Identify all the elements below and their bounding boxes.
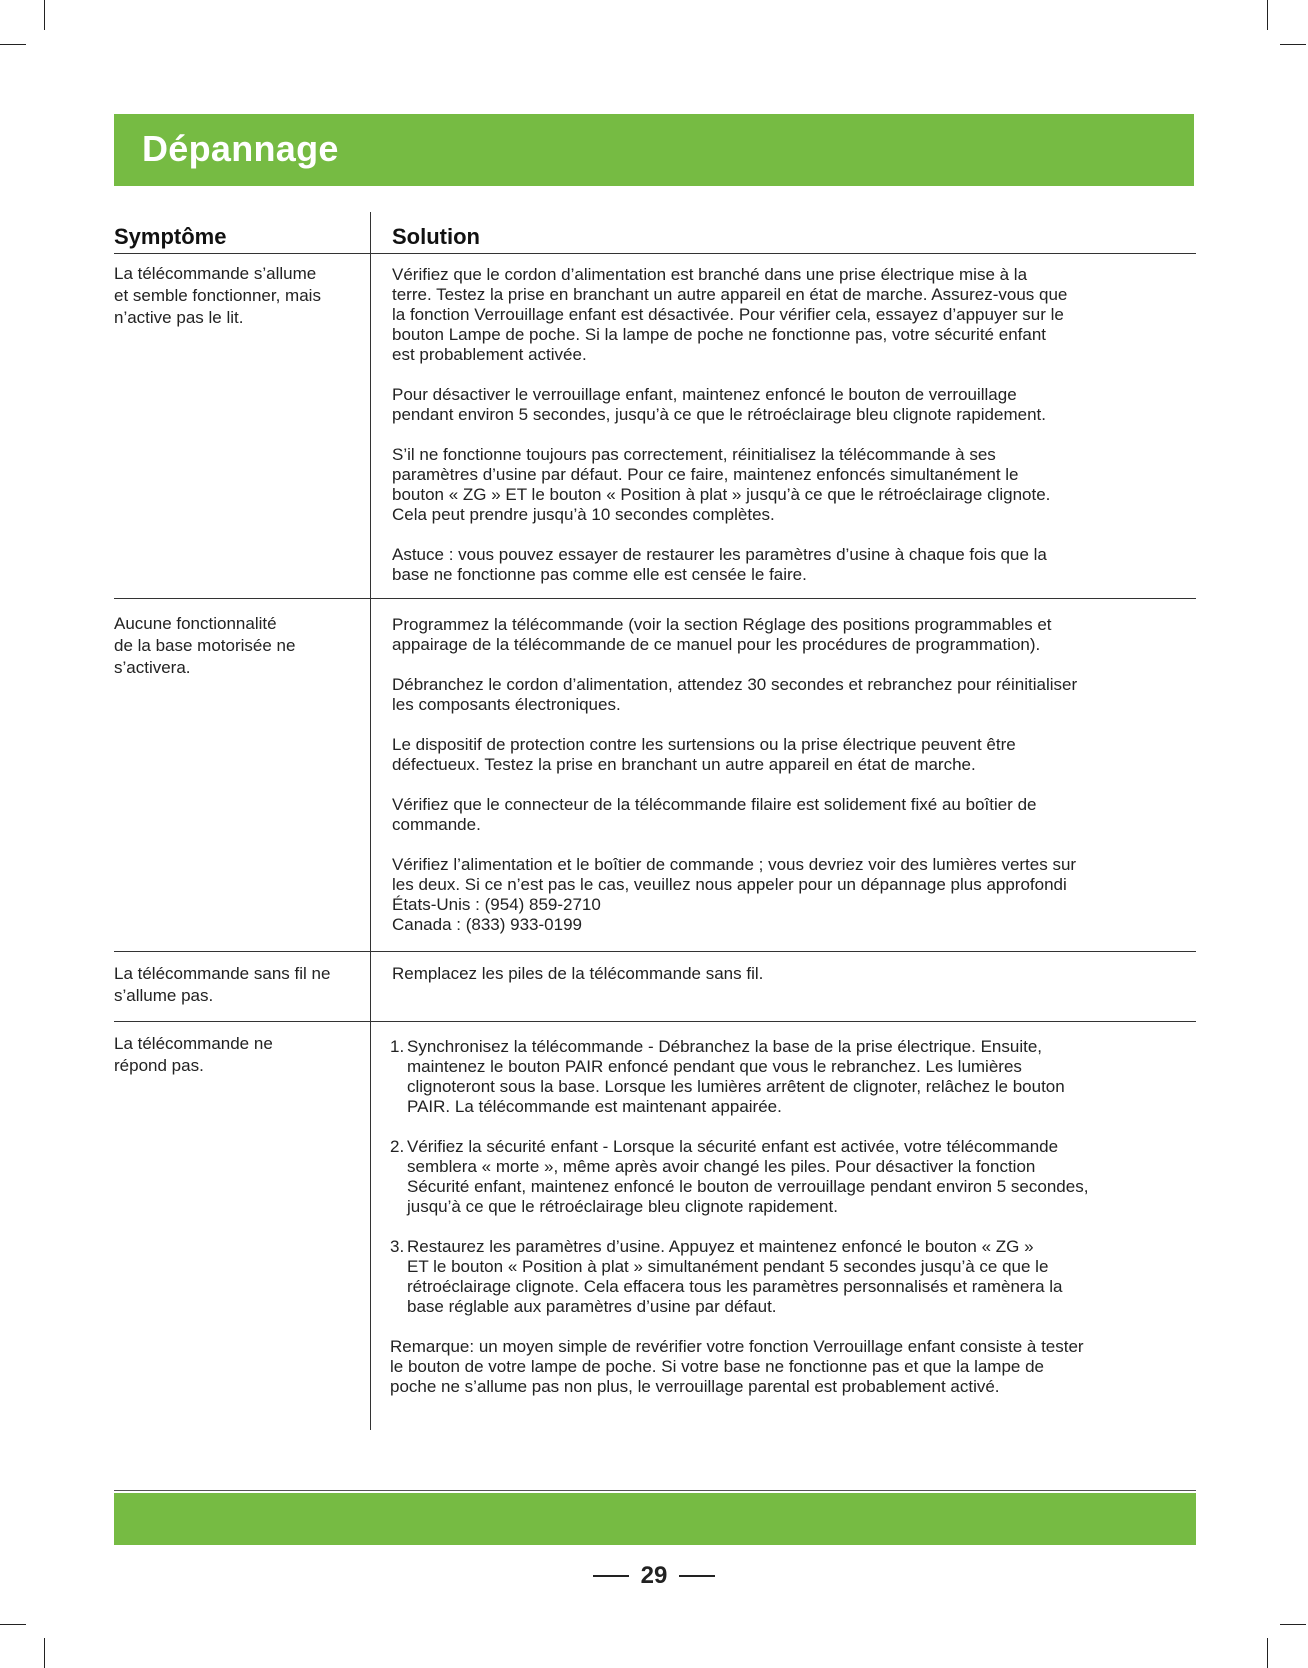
solution-paragraph xyxy=(392,964,1192,984)
text-line: est probablement activée. xyxy=(392,345,587,364)
text-line: Aucune fonctionnalité xyxy=(114,614,277,633)
step-number: 2. xyxy=(390,1137,405,1156)
text-line: Remarque: un moyen simple de revérifier votre fonction Verrouillage enfant consiste à tester xyxy=(390,1337,1084,1356)
text-line: Débranchez le cordon d’alimentation, attendez 30 secondes et rebranchez pour réinitialiser xyxy=(392,675,1078,694)
row-rule xyxy=(114,598,1196,599)
list-item xyxy=(390,1037,1190,1117)
text-line: Pour désactiver le verrouillage enfant, maintenez enfoncé le bouton de verrouillage xyxy=(392,385,1017,404)
text-line: Vérifiez l’alimentation et le boîtier de commande ; vous devriez voir des lumières vertes sur xyxy=(392,855,1077,874)
text-line: La télécommande ne xyxy=(114,1034,273,1053)
note-paragraph xyxy=(390,1337,1190,1397)
crop-mark xyxy=(0,44,26,45)
text-line: semblera « morte », même après avoir changé les piles. Pour désactiver la fonction xyxy=(407,1157,1036,1176)
text-line: pendant environ 5 secondes, jusqu’à ce que le rétroéclairage bleu clignote rapidement. xyxy=(392,405,1046,424)
text-line: Programmez la télécommande (voir la section Réglage des positions programmables et xyxy=(392,615,1052,634)
text-line: les deux. Si ce n’est pas le cas, veuillez nous appeler pour un dépannage plus approfondi xyxy=(392,875,1067,894)
header-rule xyxy=(114,253,1196,254)
text-line: terre. Testez la prise en branchant un autre appareil en état de marche. Assurez-vous que xyxy=(392,285,1068,304)
text-line: clignoteront sous la base. Lorsque les lumières arrêtent de clignoter, relâchez le bouton xyxy=(407,1077,1065,1096)
page-title: Dépannage xyxy=(142,128,339,169)
solution-paragraph xyxy=(392,445,1192,525)
text-line: S’il ne fonctionne toujours pas correctement, réinitialisez la télécommande à ses xyxy=(392,445,996,464)
text-line: le bouton de votre lampe de poche. Si votre base ne fonctionne pas et que la lampe de xyxy=(390,1357,1045,1376)
text-line: les composants électroniques. xyxy=(392,695,621,714)
solution-paragraph xyxy=(392,795,1192,835)
text-line: Cela peut prendre jusqu’à 10 secondes complètes. xyxy=(392,505,775,524)
text-line: Vérifiez la sécurité enfant - Lorsque la sécurité enfant est activée, votre télécommande xyxy=(407,1137,1059,1156)
text-line: La télécommande sans fil ne xyxy=(114,964,331,983)
text-line: n’active pas le lit. xyxy=(114,308,244,327)
solution-paragraph xyxy=(392,675,1192,715)
page-number-dash xyxy=(593,1575,629,1577)
solution-paragraph xyxy=(392,615,1192,655)
text-line: de la base motorisée ne xyxy=(114,636,296,655)
column-header-solution: Solution xyxy=(392,224,480,249)
symptom-cell xyxy=(114,613,364,679)
crop-mark xyxy=(1267,0,1268,30)
text-line: Remplacez les piles de la télécommande sans fil. xyxy=(392,964,764,983)
text-line: Sécurité enfant, maintenez enfoncé le bouton de verrouillage pendant environ 5 secondes, xyxy=(407,1177,1089,1196)
text-line: La télécommande s’allume xyxy=(114,264,317,283)
text-line: PAIR. La télécommande est maintenant appairée. xyxy=(407,1097,782,1116)
phone-usa: États-Unis : (954) 859-2710 xyxy=(392,895,601,914)
page-number: 29 xyxy=(640,1562,668,1589)
text-line: Le dispositif de protection contre les surtensions ou la prise électrique peuvent être xyxy=(392,735,1016,754)
list-item xyxy=(390,1237,1190,1317)
crop-mark xyxy=(1280,1624,1306,1625)
crop-mark xyxy=(1280,44,1306,45)
page-number-block xyxy=(0,1556,1308,1596)
column-divider xyxy=(370,212,371,1430)
text-line: appairage de la télécommande de ce manuel pour les procédures de programmation). xyxy=(392,635,1041,654)
column-header-symptom: Symptôme xyxy=(114,224,227,249)
text-line: maintenez le bouton PAIR enfoncé pendant que vous le rebranchez. Les lumières xyxy=(407,1057,1022,1076)
step-number: 1. xyxy=(390,1037,405,1056)
step-number: 3. xyxy=(390,1237,405,1256)
solution-paragraph xyxy=(392,855,1192,935)
crop-mark xyxy=(44,0,45,30)
text-line: s’activera. xyxy=(114,658,191,677)
symptom-cell xyxy=(114,263,364,329)
solution-steps xyxy=(390,1037,1190,1317)
phone-canada: Canada : (833) 933-0199 xyxy=(392,915,582,934)
crop-mark xyxy=(0,1624,26,1625)
text-line: commande. xyxy=(392,815,481,834)
text-line: Synchronisez la télécommande - Débranchez la base de la prise électrique. Ensuite, xyxy=(407,1037,1043,1056)
text-line: ET le bouton « Position à plat » simultanément pendant 5 secondes jusqu’à ce que le xyxy=(407,1257,1049,1276)
text-line: répond pas. xyxy=(114,1056,204,1075)
row-rule xyxy=(114,1021,1196,1022)
solution-cell xyxy=(392,964,1192,984)
symptom-cell xyxy=(114,963,364,1007)
text-line: paramètres d’usine par défaut. Pour ce faire, maintenez enfoncés simultanément le xyxy=(392,465,1019,484)
footer-banner xyxy=(114,1493,1196,1545)
symptom-cell xyxy=(114,1033,364,1077)
text-line: Astuce : vous pouvez essayer de restaurer les paramètres d’usine à chaque fois que la xyxy=(392,545,1047,564)
footer-rule xyxy=(114,1490,1196,1491)
text-line: Vérifiez que le connecteur de la télécommande filaire est solidement fixé au boîtier de xyxy=(392,795,1037,814)
text-line: poche ne s’allume pas non plus, le verrouillage parental est probablement activé. xyxy=(390,1377,1000,1396)
solution-paragraph xyxy=(392,545,1192,585)
text-line: rétroéclairage clignote. Cela effacera tous les paramètres personnalisés et ramènera la xyxy=(407,1277,1063,1296)
troubleshooting-table xyxy=(114,212,1196,1430)
list-item xyxy=(390,1137,1190,1217)
text-line: s’allume pas. xyxy=(114,986,214,1005)
solution-cell xyxy=(392,265,1192,585)
solution-paragraph xyxy=(392,735,1192,775)
text-line: la fonction Verrouillage enfant est désactivée. Pour vérifier cela, essayez d’appuyer sur le xyxy=(392,305,1064,324)
text-line: bouton « ZG » ET le bouton « Position à plat » jusqu’à ce que le rétroéclairage clignote. xyxy=(392,485,1051,504)
solution-paragraph xyxy=(392,265,1192,365)
text-line: Vérifiez que le cordon d’alimentation est branché dans une prise électrique mise à la xyxy=(392,265,1028,284)
text-line: et semble fonctionner, mais xyxy=(114,286,321,305)
text-line: défectueux. Testez la prise en branchant un autre appareil en état de marche. xyxy=(392,755,976,774)
text-line: bouton Lampe de poche. Si la lampe de poche ne fonctionne pas, votre sécurité enfant xyxy=(392,325,1047,344)
text-line: Restaurez les paramètres d’usine. Appuyez et maintenez enfoncé le bouton « ZG » xyxy=(407,1237,1034,1256)
crop-mark xyxy=(1267,1638,1268,1668)
text-line: jusqu’à ce que le rétroéclairage bleu clignote rapidement. xyxy=(407,1197,838,1216)
text-line: base réglable aux paramètres d’usine par défaut. xyxy=(407,1297,777,1316)
solution-cell xyxy=(392,615,1192,935)
row-rule xyxy=(114,951,1196,952)
page-number-dash xyxy=(679,1575,715,1577)
solution-paragraph xyxy=(392,385,1192,425)
solution-cell xyxy=(390,1037,1190,1397)
text-line: base ne fonctionne pas comme elle est censée le faire. xyxy=(392,565,807,584)
header-banner xyxy=(114,114,1194,186)
crop-mark xyxy=(44,1638,45,1668)
